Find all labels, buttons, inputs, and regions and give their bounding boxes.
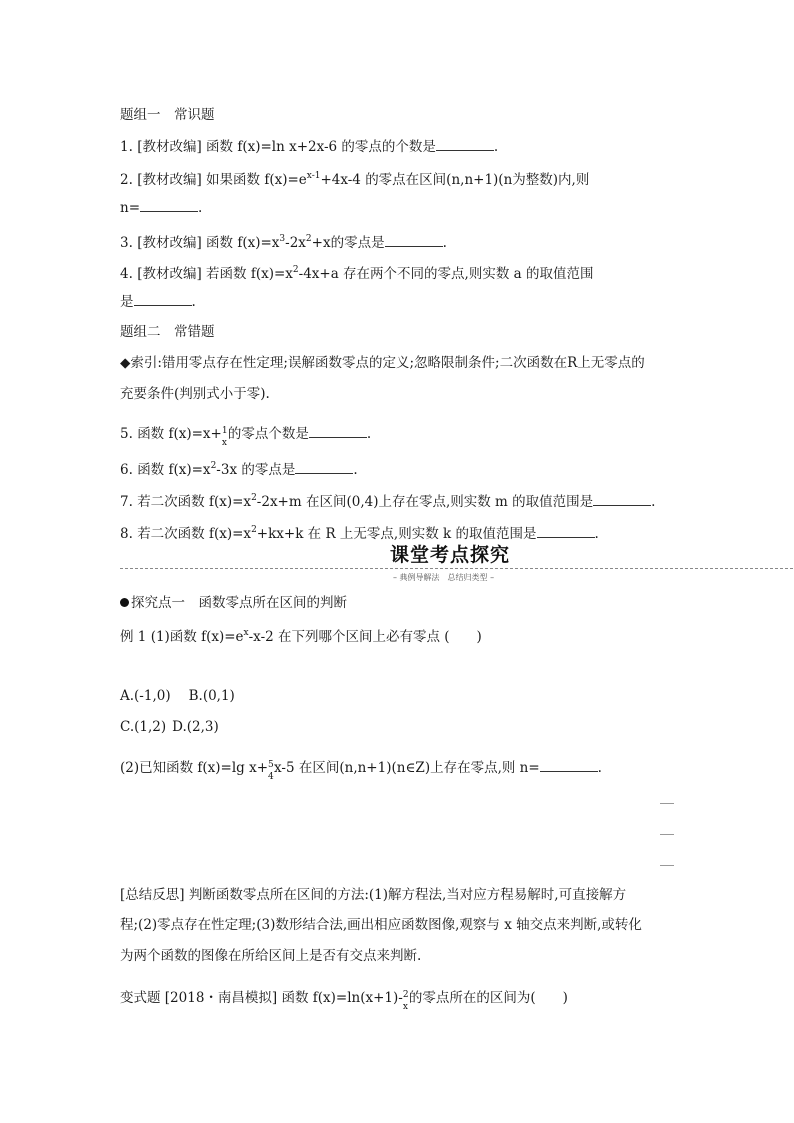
group1-title: 题组一 常识题 <box>120 107 215 123</box>
section-subtitle: – 典例导解法 总结归类型 – <box>393 573 495 582</box>
answer-blank[interactable] <box>593 491 651 506</box>
index-note-line-2: 充要条件(判别式小于零). <box>120 386 270 402</box>
question-2-continuation: n= . <box>120 197 202 218</box>
group2-title: 题组二 常错题 <box>120 324 215 340</box>
index-note-line-1: ◆索引:错用零点存在性定理;误解函数零点的定义;忽略限制条件;二次函数在R上无零点的 <box>120 355 645 371</box>
question-3: 3. [教材改编] 函数 $f(x)=x^3-2x^2+x$的零点是 . <box>120 234 447 251</box>
answer-blank[interactable] <box>140 197 198 212</box>
question-5: 5. 函数 f(x)=x+ 1 x 的零点个数是 . <box>120 423 371 444</box>
summary-line-1: [总结反思] 判断函数零点所在区间的方法:(1)解方程法,当对应方程易解时,可直接解方 <box>120 887 627 903</box>
explore-point-title: 探究点一 函数零点所在区间的判断 <box>120 593 347 613</box>
answer-blank[interactable] <box>295 459 353 474</box>
margin-mark <box>660 834 674 835</box>
answer-blank[interactable] <box>385 232 443 247</box>
question-4-continuation: 是 . <box>120 291 196 312</box>
question-6: 6. 函数 $f(x)=x^2-3x$ 的零点是 . <box>120 461 358 478</box>
summary-line-3: 为两个函数的图像在所给区间上是否有交点来判断. <box>120 948 422 964</box>
answer-blank[interactable] <box>134 291 192 306</box>
example-1-part-1: 例 1 (1)函数 $f(x)=e^x-x-2$ 在下列哪个区间上必有零点 ( ) <box>120 628 482 645</box>
answer-blank[interactable] <box>537 523 595 538</box>
section-divider <box>120 568 793 569</box>
answer-blank[interactable] <box>436 136 494 151</box>
margin-mark <box>660 803 674 804</box>
question-2: 2. [教材改编] 如果函数 $f(x)=e^{x-1}+4x-4$ 的零点在区间(n,n+1)(n为整数)内,则 <box>120 171 590 188</box>
option-b[interactable]: B.(0,1) <box>188 688 235 704</box>
margin-mark <box>660 865 674 866</box>
bullet-icon <box>120 598 129 607</box>
fraction: 1 x <box>221 425 228 448</box>
example-1-part-2: (2)已知函数 f(x)=lg x+ 5 4 x-5 在区间(n,n+1)(n∈Z)上存在零点,则 n= . <box>120 757 602 778</box>
fraction: 5 4 <box>268 759 274 782</box>
question-8: 8. 若二次函数 $f(x)=x^2+kx+k$ 在 R 上无零点,则实数 k 的取值范围是 . <box>120 525 599 542</box>
question-1: 1. [教材改编] 函数 f(x)=ln x+2x-6 的零点的个数是 . <box>120 136 498 157</box>
option-d[interactable]: D.(2,3) <box>172 719 219 735</box>
variant-question: 变式题 [2018・南昌模拟] 函数 f(x)=ln(x+1)- 2 x 的零点所在的区间为( ) <box>120 989 568 1012</box>
answer-blank[interactable] <box>309 423 367 438</box>
summary-line-2: 程;(2)零点存在性定理;(3)数形结合法,画出相应函数图像,观察与 x 轴交点来判断,或转化 <box>120 917 642 933</box>
question-7: 7. 若二次函数 $f(x)=x^2-2x+m$ 在区间(0,4)上存在零点,则实数 m 的取值范围是 . <box>120 493 656 510</box>
option-a[interactable]: A.(-1,0) <box>120 688 171 704</box>
option-c[interactable]: C.(1,2) <box>120 719 167 735</box>
fraction: 2 x <box>402 989 409 1012</box>
options-row-2 <box>120 717 219 737</box>
question-4: 4. [教材改编] 若函数 $f(x)=x^2-4x+a$ 存在两个不同的零点,则实数 a 的取值范围 <box>120 265 594 282</box>
section-title: 课堂考点探究 <box>390 544 511 566</box>
options-row-1 <box>120 686 235 706</box>
answer-blank[interactable] <box>540 757 598 772</box>
